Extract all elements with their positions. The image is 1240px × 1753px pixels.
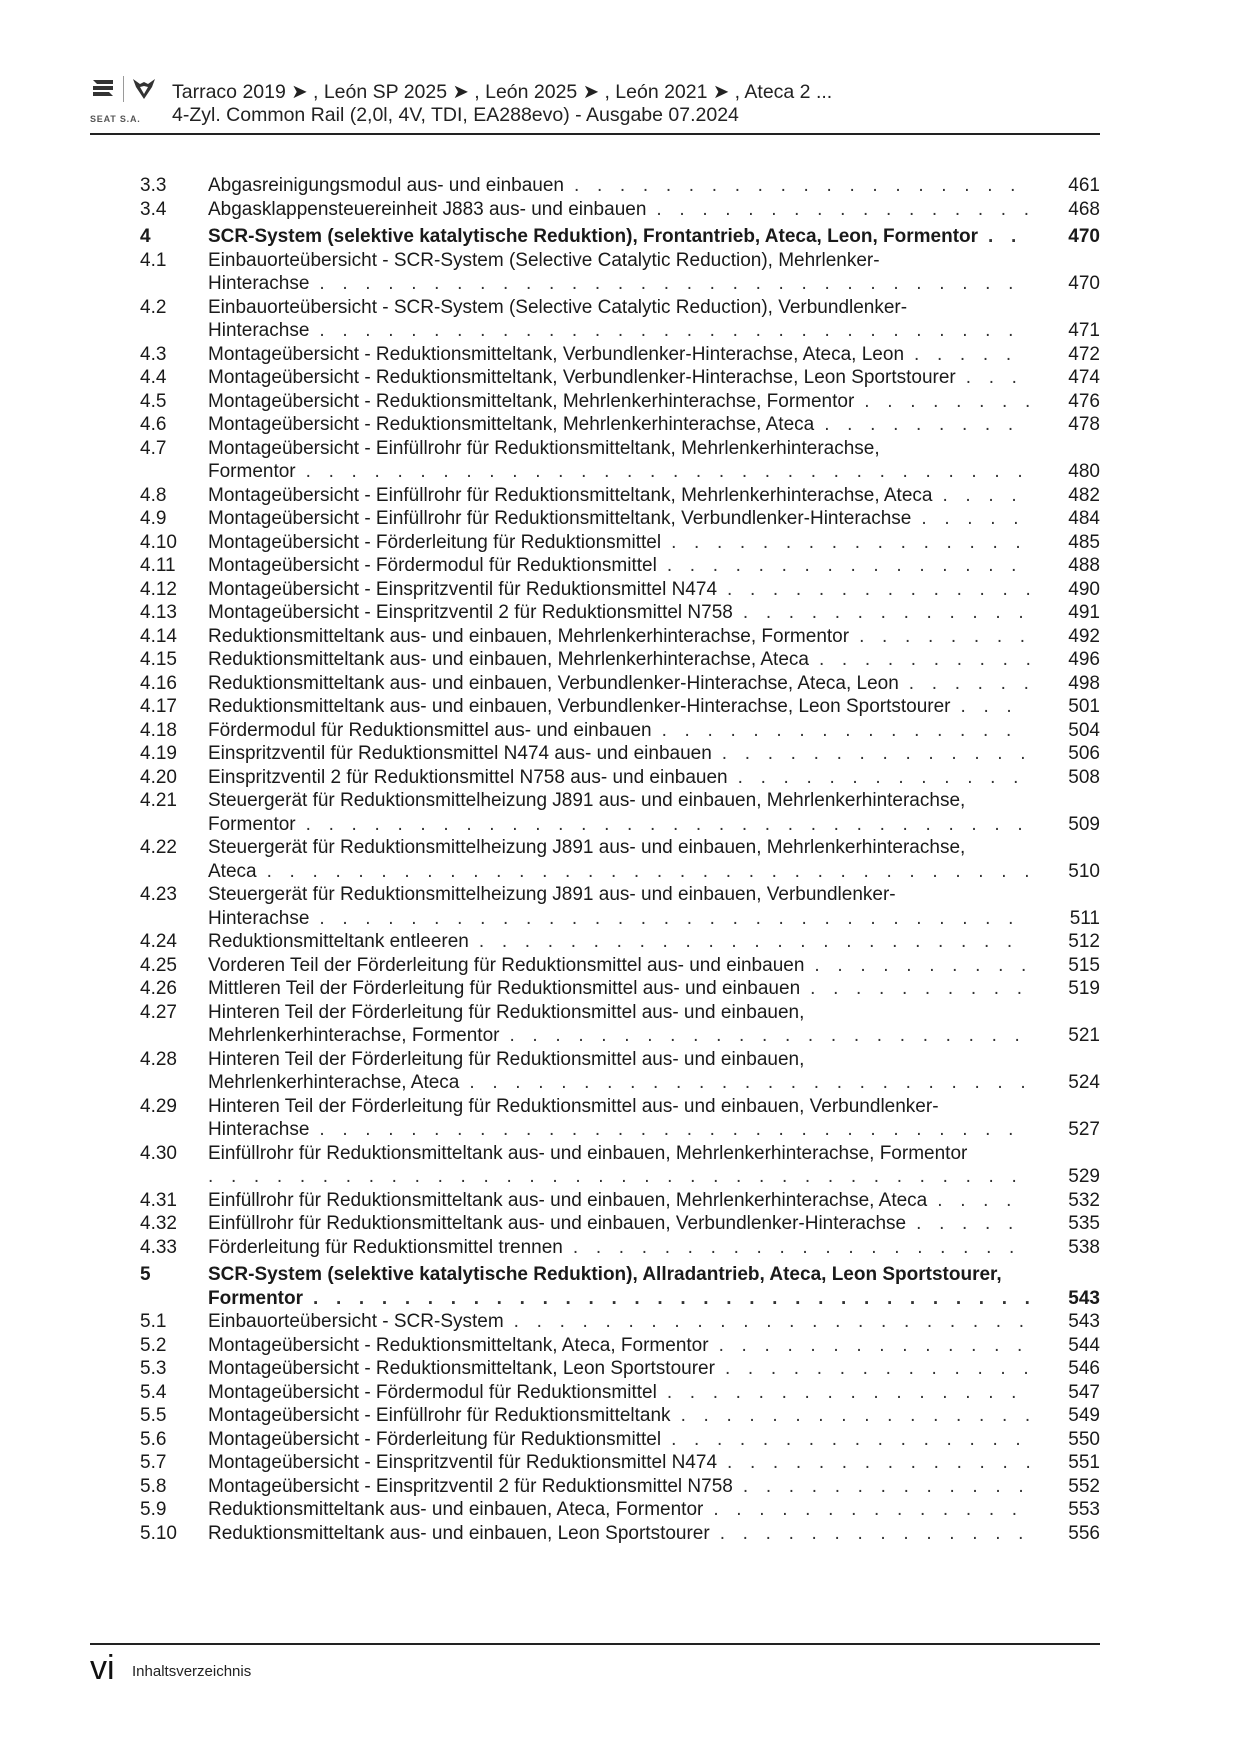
toc-entry-number: 5.6 <box>140 1428 167 1450</box>
page-header <box>90 72 1100 134</box>
toc-entry-title: Abgasklappensteuereinheit J883 aus- und einbauen <box>208 198 647 220</box>
toc-entry-title: Formentor <box>208 813 296 835</box>
toc-entry-title: SCR-System (selektive katalytische Reduktion), Frontantrieb, Ateca, Leon, Formentor <box>208 226 979 247</box>
toc-entry-number: 4.16 <box>140 672 177 694</box>
toc-entry-number: 5.8 <box>140 1475 167 1497</box>
toc-entry[interactable] <box>140 554 1100 578</box>
toc-entry-page: 508 <box>1068 766 1100 788</box>
toc-entry-title: Reduktionsmitteltank aus- und einbauen, Verbundlenker-Hinterachse, Leon Sportstourer <box>208 696 951 717</box>
toc-entry-page: 551 <box>1068 1452 1100 1473</box>
toc-entry-title: Hinteren Teil der Förderleitung für Reduktionsmittel aus- und einbauen, <box>208 1048 805 1070</box>
toc-entry-title: Steuergerät für Reduktionsmittelheizung J891 aus- und einbauen, Mehrlenkerhinterachse, <box>208 790 966 811</box>
toc-entry-number: 4.32 <box>140 1213 177 1234</box>
toc-entry-title: Mehrlenkerhinterachse, Ateca <box>208 1072 460 1093</box>
toc-entry-title: Einbauorteübersicht - SCR-System (Selective Catalytic Reduction), Verbundlenker- <box>208 296 908 318</box>
toc-entry-title: Montageübersicht - Einfüllrohr für Reduktionsmitteltank, Mehrlenkerhinterachse, <box>208 437 880 459</box>
toc-entry[interactable] <box>140 977 1100 1001</box>
toc-dot-leader <box>743 601 1030 625</box>
toc-dot-leader <box>319 1118 1030 1142</box>
toc-entry-title: Hinteren Teil der Förderleitung für Reduktionsmittel aus- und einbauen, Verbundlenker- <box>208 1095 939 1117</box>
toc-dot-leader <box>573 1236 1030 1260</box>
toc-entry-page: 527 <box>1068 1119 1100 1140</box>
brand-text: SEAT S.A. <box>90 114 141 124</box>
toc-entry-page: 484 <box>1068 508 1100 529</box>
toc-entry-page: 549 <box>1068 1405 1100 1426</box>
toc-entry-title: Einspritzventil für Reduktionsmittel N474 aus- und einbauen <box>208 743 712 764</box>
toc-entry-number: 3.3 <box>140 175 167 196</box>
footer-divider <box>90 1643 1100 1645</box>
toc-entry-page: 532 <box>1068 1189 1100 1211</box>
toc-entry-title: Reduktionsmitteltank aus- und einbauen, Ateca, Formentor <box>208 1499 704 1520</box>
toc-dot-leader <box>942 484 1030 508</box>
toc-entry-page: 471 <box>1068 320 1100 341</box>
toc-entry-page: 519 <box>1068 978 1100 999</box>
toc-entry[interactable] <box>140 1048 1100 1095</box>
toc-entry-page: 544 <box>1068 1334 1100 1356</box>
toc-entry[interactable] <box>140 742 1100 766</box>
toc-entry[interactable] <box>140 648 1100 672</box>
toc-entry-page: 480 <box>1068 461 1100 482</box>
toc-dot-leader <box>909 672 1030 696</box>
toc-entry-number: 5.3 <box>140 1358 167 1379</box>
toc-entry-title: Hinterachse <box>208 320 310 341</box>
toc-chapter-entry[interactable] <box>140 225 1100 249</box>
toc-entry-title: Montageübersicht - Einspritzventil für Reduktionsmittel N474 <box>208 1452 718 1473</box>
toc-entry-number: 4.33 <box>140 1236 177 1258</box>
toc-entry-number: 4.8 <box>140 484 167 506</box>
toc-entry-page: 552 <box>1068 1475 1100 1497</box>
toc-entry[interactable] <box>140 1404 1100 1428</box>
footer-section-label: Inhaltsverzeichnis <box>132 1663 252 1680</box>
toc-entry-page: 492 <box>1068 625 1100 647</box>
toc-entry-number: 4.29 <box>140 1095 177 1117</box>
toc-dot-leader <box>722 742 1030 766</box>
toc-entry[interactable] <box>140 1189 1100 1213</box>
toc-dot-leader <box>514 1310 1030 1334</box>
toc-dot-leader <box>662 719 1030 743</box>
toc-dot-leader <box>681 1404 1030 1428</box>
toc-entry-number: 4.2 <box>140 296 167 318</box>
toc-entry-title: Montageübersicht - Fördermodul für Reduktionsmittel <box>208 555 657 576</box>
toc-entry[interactable] <box>140 296 1100 343</box>
toc-dot-leader <box>306 460 1030 484</box>
toc-dot-leader <box>961 695 1030 719</box>
toc-entry-title: Mehrlenkerhinterachse, Formentor <box>208 1025 500 1046</box>
toc-dot-leader <box>671 531 1030 555</box>
toc-entry-number: 4.17 <box>140 696 177 717</box>
toc-dot-leader <box>916 1212 1030 1236</box>
toc-entry-number: 5.9 <box>140 1499 167 1520</box>
toc-chapter-entry[interactable] <box>140 1263 1100 1310</box>
toc-entry[interactable] <box>140 1236 1100 1260</box>
toc-entry-page: 498 <box>1068 672 1100 694</box>
toc-entry-title: Reduktionsmitteltank aus- und einbauen, Mehrlenkerhinterachse, Ateca <box>208 649 809 670</box>
toc-entry-page: 521 <box>1068 1025 1100 1046</box>
toc-entry-number: 4.22 <box>140 837 177 858</box>
brand-logo <box>90 76 162 132</box>
toc-entry-number: 4.28 <box>140 1048 177 1070</box>
toc-entry-page: 546 <box>1068 1358 1100 1379</box>
toc-entry-page: 510 <box>1068 860 1100 882</box>
toc-dot-leader <box>656 198 1030 222</box>
toc-entry-page: 478 <box>1068 414 1100 435</box>
toc-entry-page: 543 <box>1068 1287 1100 1309</box>
toc-entry-number: 4.26 <box>140 978 177 999</box>
toc-entry[interactable] <box>140 484 1100 508</box>
toc-dot-leader <box>859 625 1030 649</box>
toc-dot-leader <box>313 1287 1030 1311</box>
toc-entry-title: Reduktionsmitteltank entleeren <box>208 931 469 952</box>
toc-entry-number: 5.4 <box>140 1381 167 1403</box>
toc-dot-leader <box>738 766 1030 790</box>
toc-dot-leader <box>267 860 1030 884</box>
toc-dot-leader <box>824 413 1030 437</box>
toc-dot-leader <box>720 1522 1030 1546</box>
document-subtitle: 4-Zyl. Common Rail (2,0l, 4V, TDI, EA288evo) - Ausgabe 07.2024 <box>172 104 739 126</box>
toc-dot-leader <box>671 1428 1030 1452</box>
toc-entry-number: 4.4 <box>140 367 167 388</box>
toc-entry-title: Förderleitung für Reduktionsmittel trennen <box>208 1236 563 1258</box>
toc-entry[interactable] <box>140 437 1100 484</box>
toc-entry-title: Steuergerät für Reduktionsmittelheizung J891 aus- und einbauen, Mehrlenkerhinterachse, <box>208 837 966 858</box>
toc-entry-title: Montageübersicht - Reduktionsmitteltank, Leon Sportstourer <box>208 1358 715 1379</box>
toc-entry-number: 4.30 <box>140 1142 177 1164</box>
toc-entry-page: 461 <box>1068 175 1100 196</box>
toc-entry[interactable] <box>140 883 1100 930</box>
toc-entry-page: 474 <box>1068 367 1100 388</box>
toc-entry[interactable] <box>140 249 1100 296</box>
toc-entry[interactable] <box>140 625 1100 649</box>
toc-dot-leader <box>719 1334 1030 1358</box>
logo-divider <box>123 76 124 102</box>
toc-entry-number: 5 <box>140 1264 151 1285</box>
toc-entry-page: 468 <box>1068 198 1100 220</box>
toc-dot-leader <box>966 366 1030 390</box>
toc-entry[interactable] <box>140 766 1100 790</box>
toc-entry-number: 4.24 <box>140 931 177 952</box>
toc-entry-title: Abgasreinigungsmodul aus- und einbauen <box>208 175 564 196</box>
toc-entry[interactable] <box>140 719 1100 743</box>
toc-entry[interactable] <box>140 1381 1100 1405</box>
toc-entry-number: 4.13 <box>140 602 177 623</box>
toc-entry[interactable] <box>140 695 1100 719</box>
toc-entry-title: Formentor <box>208 461 296 482</box>
toc-entry-page: 515 <box>1068 954 1100 976</box>
toc-entry-title: Einbauorteübersicht - SCR-System (Selective Catalytic Reduction), Mehrlenker- <box>208 249 880 271</box>
toc-dot-leader <box>743 1475 1030 1499</box>
toc-entry[interactable] <box>140 507 1100 531</box>
toc-entry[interactable] <box>140 413 1100 437</box>
toc-entry-number: 4.10 <box>140 531 177 553</box>
toc-dot-leader <box>509 1024 1030 1048</box>
toc-entry[interactable] <box>140 1142 1100 1189</box>
toc-entry-title: Hinterachse <box>208 273 310 294</box>
toc-entry-number: 4.3 <box>140 343 167 365</box>
toc-entry-title: Reduktionsmitteltank aus- und einbauen, Mehrlenkerhinterachse, Formentor <box>208 625 850 647</box>
toc-dot-leader <box>819 648 1030 672</box>
toc-entry-page: 524 <box>1068 1072 1100 1093</box>
toc-dot-leader <box>667 554 1030 578</box>
toc-entry[interactable] <box>140 1498 1100 1522</box>
toc-entry-title: Hinteren Teil der Förderleitung für Reduktionsmittel aus- und einbauen, <box>208 1001 805 1023</box>
toc-entry-number: 4.5 <box>140 390 167 412</box>
toc-entry-title: Montageübersicht - Reduktionsmitteltank, Verbundlenker-Hinterachse, Leon Sportstourer <box>208 367 956 388</box>
toc-entry[interactable] <box>140 343 1100 367</box>
toc-entry-number: 4.9 <box>140 508 167 529</box>
toc-entry[interactable] <box>140 954 1100 978</box>
toc-entry-page: 504 <box>1068 719 1100 741</box>
toc-entry-number: 4.1 <box>140 249 167 271</box>
toc-entry-title: SCR-System (selektive katalytische Reduktion), Allradantrieb, Ateca, Leon Sportstourer, <box>208 1264 1002 1285</box>
toc-entry-page: 512 <box>1068 931 1100 952</box>
toc-entry-page: 538 <box>1068 1236 1100 1258</box>
toc-entry[interactable] <box>140 1095 1100 1142</box>
toc-dot-leader <box>914 343 1030 367</box>
toc-entry-title: Reduktionsmitteltank aus- und einbauen, Verbundlenker-Hinterachse, Ateca, Leon <box>208 672 899 694</box>
toc-entry[interactable] <box>140 1001 1100 1048</box>
toc-entry-title: Montageübersicht - Reduktionsmitteltank, Mehrlenkerhinterachse, Ateca <box>208 414 815 435</box>
toc-entry-number: 4.11 <box>140 555 176 576</box>
toc-entry-title: Reduktionsmitteltank aus- und einbauen, Leon Sportstourer <box>208 1522 710 1544</box>
toc-entry-number: 4.27 <box>140 1001 177 1023</box>
toc-entry-number: 4.15 <box>140 649 177 670</box>
toc-entry-title: Hinterachse <box>208 907 310 929</box>
toc-entry[interactable] <box>140 789 1100 836</box>
toc-entry-title: Montageübersicht - Einfüllrohr für Reduktionsmitteltank, Verbundlenker-Hinterachse <box>208 508 912 529</box>
toc-entry[interactable] <box>140 390 1100 414</box>
toc-dot-leader <box>479 930 1030 954</box>
toc-entry-number: 5.1 <box>140 1311 167 1332</box>
toc-entry-page: 470 <box>1068 226 1100 247</box>
toc-dot-leader <box>921 507 1030 531</box>
toc-entry-title: Montageübersicht - Förderleitung für Reduktionsmittel <box>208 531 662 553</box>
cupra-logo-icon <box>132 78 156 100</box>
toc-entry-title: Einfüllrohr für Reduktionsmitteltank aus- und einbauen, Mehrlenkerhinterachse, Ateca <box>208 1189 928 1211</box>
toc-dot-leader <box>937 1189 1030 1213</box>
toc-entry[interactable] <box>140 1334 1100 1358</box>
toc-entry[interactable] <box>140 1357 1100 1381</box>
toc-entry-page: 501 <box>1068 696 1100 717</box>
toc-dot-leader <box>319 319 1030 343</box>
document-title: Tarraco 2019 ➤ , León SP 2025 ➤ , León 2025 ➤ , León 2021 ➤ , Ateca 2 ... <box>172 81 833 103</box>
toc-dot-leader <box>988 225 1030 249</box>
toc-dot-leader <box>306 813 1030 837</box>
toc-entry-page: 472 <box>1068 343 1100 365</box>
toc-entry-title: Hinterachse <box>208 1119 310 1140</box>
toc-dot-leader <box>814 954 1030 978</box>
table-of-contents <box>140 174 1100 1545</box>
toc-entry-title: Steuergerät für Reduktionsmittelheizung J891 aus- und einbauen, Verbundlenker- <box>208 884 896 905</box>
toc-entry-page: 543 <box>1068 1311 1100 1332</box>
toc-dot-leader <box>319 907 1030 931</box>
toc-entry[interactable] <box>140 1522 1100 1546</box>
toc-dot-leader <box>667 1381 1030 1405</box>
toc-entry-number: 5.7 <box>140 1452 167 1473</box>
toc-dot-leader <box>713 1498 1030 1522</box>
toc-entry-number: 4.14 <box>140 625 177 647</box>
toc-entry-title: Montageübersicht - Einfüllrohr für Reduktionsmitteltank <box>208 1405 671 1426</box>
toc-entry-number: 4.18 <box>140 719 177 741</box>
toc-entry-title: Montageübersicht - Reduktionsmitteltank, Verbundlenker-Hinterachse, Ateca, Leon <box>208 343 905 365</box>
toc-entry-title: Montageübersicht - Einspritzventil 2 für Reduktionsmittel N758 <box>208 602 733 623</box>
toc-entry-title: Montageübersicht - Reduktionsmitteltank, Mehrlenkerhinterachse, Formentor <box>208 390 855 412</box>
toc-entry[interactable] <box>140 1212 1100 1236</box>
toc-entry-page: 491 <box>1068 602 1100 623</box>
toc-entry[interactable] <box>140 174 1100 198</box>
toc-entry-title: Fördermodul für Reduktionsmittel aus- und einbauen <box>208 719 652 741</box>
toc-dot-leader <box>727 1451 1030 1475</box>
toc-entry[interactable] <box>140 578 1100 602</box>
toc-entry-page: 553 <box>1068 1499 1100 1520</box>
toc-entry-number: 5.2 <box>140 1334 167 1356</box>
toc-entry-number: 4.19 <box>140 743 177 764</box>
toc-entry-title: Montageübersicht - Einspritzventil 2 für Reduktionsmittel N758 <box>208 1475 733 1497</box>
toc-dot-leader <box>469 1071 1030 1095</box>
toc-entry-page: 482 <box>1068 484 1100 506</box>
toc-entry-number: 4.21 <box>140 790 177 811</box>
header-divider <box>90 133 1100 135</box>
toc-entry-title: Einspritzventil 2 für Reduktionsmittel N758 aus- und einbauen <box>208 766 728 788</box>
toc-entry-title: Montageübersicht - Fördermodul für Reduktionsmittel <box>208 1381 657 1403</box>
toc-entry-number: 4.20 <box>140 766 177 788</box>
toc-entry[interactable] <box>140 672 1100 696</box>
toc-entry-page: 496 <box>1068 649 1100 670</box>
toc-entry-title: Montageübersicht - Einfüllrohr für Reduktionsmitteltank, Mehrlenkerhinterachse, Ateca <box>208 484 933 506</box>
toc-entry[interactable] <box>140 930 1100 954</box>
toc-dot-leader <box>725 1357 1030 1381</box>
toc-dot-leader <box>810 977 1030 1001</box>
toc-entry[interactable] <box>140 601 1100 625</box>
toc-entry-title: Montageübersicht - Einspritzventil für Reduktionsmittel N474 <box>208 578 718 600</box>
toc-entry[interactable] <box>140 366 1100 390</box>
toc-entry-number: 4.31 <box>140 1189 177 1211</box>
toc-entry-page: 506 <box>1068 743 1100 764</box>
toc-entry-number: 5.5 <box>140 1405 167 1426</box>
toc-entry-number: 4.6 <box>140 414 167 435</box>
toc-entry-title: Mittleren Teil der Förderleitung für Reduktionsmittel aus- und einbauen <box>208 978 801 999</box>
toc-dot-leader <box>727 578 1030 602</box>
toc-entry-number: 4.23 <box>140 884 177 905</box>
toc-entry-page: 550 <box>1068 1428 1100 1450</box>
toc-dot-leader <box>574 174 1030 198</box>
toc-entry-number: 4.12 <box>140 578 177 600</box>
toc-entry-number: 3.4 <box>140 198 167 220</box>
toc-entry[interactable] <box>140 836 1100 883</box>
toc-entry-page: 535 <box>1068 1213 1100 1234</box>
toc-entry-number: 4.25 <box>140 954 177 976</box>
toc-entry[interactable] <box>140 531 1100 555</box>
toc-entry-number: 4.7 <box>140 437 167 459</box>
toc-entry[interactable] <box>140 1451 1100 1475</box>
toc-entry-page: 490 <box>1068 578 1100 600</box>
toc-entry-title: Vorderen Teil der Förderleitung für Reduktionsmittel aus- und einbauen <box>208 954 805 976</box>
toc-entry-page: 476 <box>1068 390 1100 412</box>
toc-entry-number: 4 <box>140 226 151 247</box>
toc-entry-title: Formentor <box>208 1287 303 1309</box>
toc-entry-page: 511 <box>1069 907 1100 929</box>
toc-entry-page: 556 <box>1068 1522 1100 1544</box>
toc-entry[interactable] <box>140 198 1100 222</box>
toc-entry[interactable] <box>140 1428 1100 1452</box>
toc-entry[interactable] <box>140 1475 1100 1499</box>
toc-entry-page: 470 <box>1068 273 1100 294</box>
toc-entry-page: 485 <box>1068 531 1100 553</box>
toc-entry-title: Einbauorteübersicht - SCR-System <box>208 1311 504 1332</box>
toc-entry-title: Montageübersicht - Förderleitung für Reduktionsmittel <box>208 1428 662 1450</box>
toc-entry-title: Montageübersicht - Reduktionsmitteltank, Ateca, Formentor <box>208 1334 709 1356</box>
toc-entry-page: 509 <box>1068 813 1100 835</box>
seat-logo-icon <box>92 78 114 98</box>
toc-dot-leader <box>864 390 1030 414</box>
toc-entry-title: Ateca <box>208 860 257 882</box>
toc-dot-leader <box>208 1165 1030 1189</box>
toc-entry-title: Einfüllrohr für Reduktionsmitteltank aus- und einbauen, Verbundlenker-Hinterachse <box>208 1213 907 1234</box>
toc-dot-leader <box>319 272 1030 296</box>
page-number: vi <box>90 1649 115 1687</box>
toc-entry-title: Einfüllrohr für Reduktionsmitteltank aus- und einbauen, Mehrlenkerhinterachse, Formentor <box>208 1142 968 1164</box>
toc-entry-page: 488 <box>1068 555 1100 576</box>
toc-entry[interactable] <box>140 1310 1100 1334</box>
toc-entry-page: 529 <box>1068 1166 1100 1187</box>
toc-entry-page: 547 <box>1068 1381 1100 1403</box>
toc-entry-number: 5.10 <box>140 1522 177 1544</box>
